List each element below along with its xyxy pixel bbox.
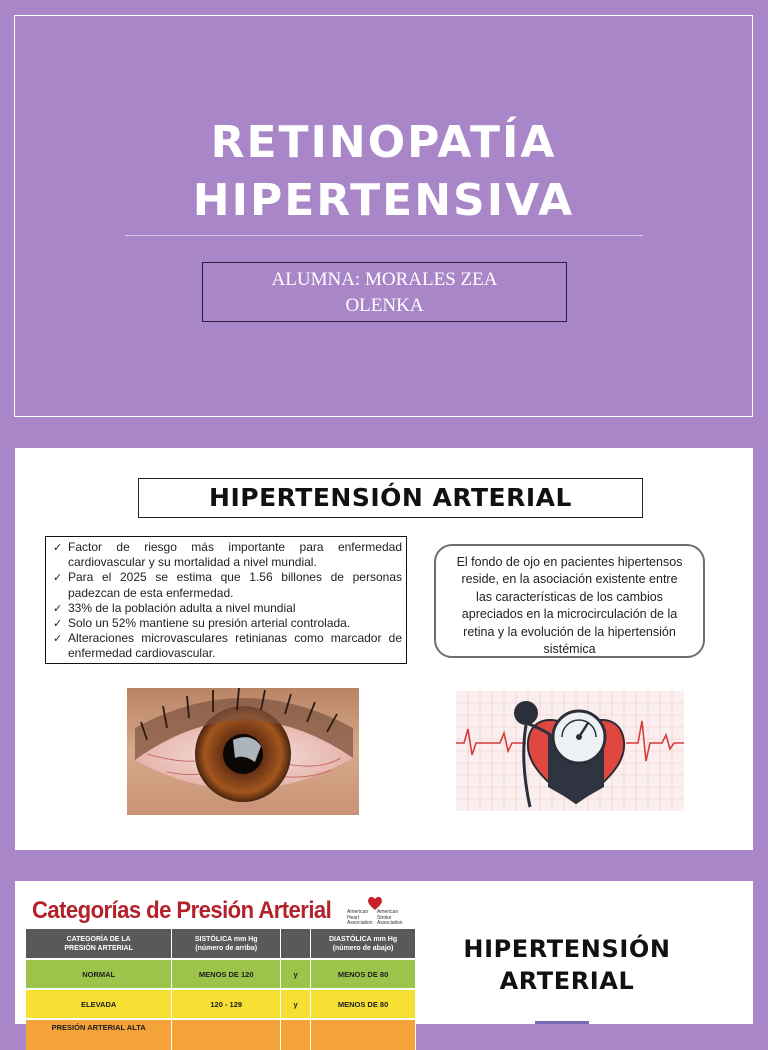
table-row (26, 989, 416, 1019)
accent-bar (535, 1021, 589, 1024)
logo-text-line: American (377, 909, 399, 915)
title-divider (125, 235, 643, 236)
table-cell: y (281, 989, 311, 1019)
header-diastolic: DIASTÓLICA mm Hg (número de abajo) (311, 929, 416, 959)
callout-line: retina y la evolución de la hipertensión (463, 624, 676, 639)
callout-line: reside, en la asociación existente entre (461, 572, 678, 587)
author-box (202, 262, 567, 322)
title-line-1: RETINOPATÍA (210, 117, 557, 168)
table-cell (311, 1019, 416, 1050)
bullet-item: ✓ Para el 2025 se estima que 1.56 billones de personas padezcan de esta enfermedad. (52, 570, 402, 600)
aha-logo-text (347, 910, 373, 927)
callout-line: El fondo de ojo en pacientes hipertensos (456, 555, 683, 569)
table-header-row (26, 929, 416, 959)
title-line-2: ARTERIAL (499, 967, 635, 995)
bp-categories-title: Categorías de Presión Arterial (32, 897, 332, 924)
callout-box (434, 544, 705, 658)
table-cell: 120 - 129 (172, 989, 281, 1019)
callout-line: apreciados en la microcirculación de la (461, 607, 678, 622)
logo-text-line: Association (347, 920, 373, 926)
table-cell: MENOS DE 80 (311, 989, 416, 1019)
table-cell: NORMAL (26, 959, 172, 989)
table-cell (172, 1019, 281, 1050)
header-connector (281, 929, 311, 959)
table-cell: MENOS DE 80 (311, 959, 416, 989)
table-row (26, 1019, 416, 1050)
logo-text-line: Heart (347, 914, 360, 921)
title-slide (14, 15, 753, 417)
table-cell (281, 1019, 311, 1050)
logo-text-line: Stroke (377, 914, 392, 921)
table-cell: PRESIÓN ARTERIAL ALTA (26, 1019, 172, 1050)
bullet-list (45, 536, 407, 664)
section-title: HIPERTENSIÓN ARTERIAL (138, 478, 643, 518)
hypertension-slide (15, 448, 753, 850)
asa-logo-text (377, 910, 403, 927)
table-cell: y (281, 959, 311, 989)
slide3-title (449, 933, 685, 997)
table-cell: MENOS DE 120 (172, 959, 281, 989)
bp-table (26, 929, 416, 1050)
callout-line: sistémica (543, 642, 596, 657)
callout-line: las características de los cambios (476, 589, 663, 604)
bp-categories-slide (15, 881, 753, 1032)
title-line-1: HIPERTENSIÓN (463, 935, 671, 963)
header-category: CATEGORÍA DE LA PRESIÓN ARTERIAL (26, 929, 172, 959)
bullet-item: ✓ Alteraciones microvasculares retinianas como marcador de enfermedad cardiovascular. (52, 631, 402, 661)
logo-text-line: Association (377, 920, 403, 926)
header-systolic: SISTÓLICA mm Hg (número de arriba) (172, 929, 281, 959)
logo-text-line: American (347, 909, 369, 915)
table-cell: ELEVADA (26, 989, 172, 1019)
bullet-item: ✓ Solo un 52% mantiene su presión arterial controlada. (52, 616, 402, 631)
bullet-item: ✓ Factor de riesgo más importante para enfermedad cardiovascular y su mortalidad a nivel mundial. (52, 540, 402, 570)
table-row (26, 959, 416, 989)
slide-title (15, 114, 752, 230)
heart-pressure-illustration (456, 691, 684, 811)
bullet-item: ✓ 33% de la población adulta a nivel mundial (52, 601, 402, 616)
author-line-1: ALUMNA: MORALES ZEA (271, 269, 498, 290)
author-line-2: OLENKA (345, 295, 424, 316)
eye-photo (127, 688, 359, 815)
aha-logo (347, 895, 417, 929)
title-line-2: HIPERTENSIVA (192, 175, 575, 226)
